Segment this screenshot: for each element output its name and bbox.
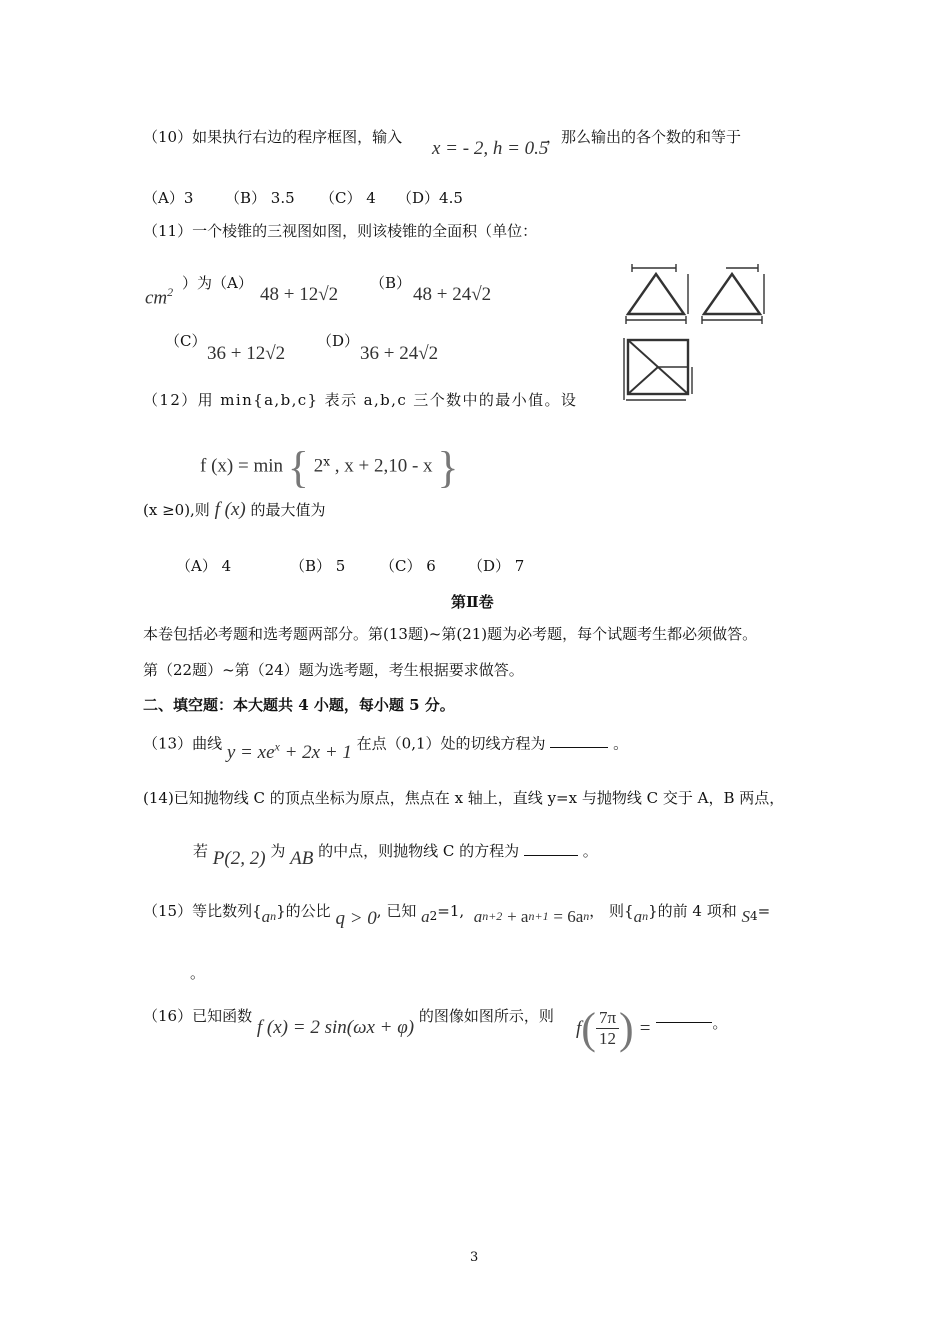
q10-stem-text: （10）如果执行右边的程序框图，输入	[143, 128, 403, 146]
three-view-figure	[618, 258, 778, 408]
q12-formula	[200, 442, 458, 493]
q16-eq: =	[639, 1017, 651, 1039]
q13-tail: 在点（0,1）处的切线方程为	[356, 734, 546, 753]
q16-stem: （16）已知函数	[143, 1007, 253, 1025]
q15-line	[143, 900, 771, 929]
q16-line	[143, 1005, 554, 1038]
q16-denominator: 12	[598, 1029, 616, 1048]
page-number: 3	[470, 1250, 479, 1265]
part2-intro-1: 本卷包括必考题和选考题两部分。第(13题)~第(21)题为必考题，每个试题考生都必须做答。	[143, 625, 758, 643]
part2-intro-2: 第（22题）~第（24）题为选考题，考生根据要求做答。	[143, 661, 524, 679]
q15-s4-eq: =	[757, 902, 771, 920]
q14-answer-blank[interactable]	[524, 855, 578, 856]
q12-brace-left-icon: {	[287, 443, 309, 492]
q10-option-a: （A）3	[143, 189, 194, 207]
q14-tail: 的中点，则抛物线 C 的方程为	[318, 842, 520, 860]
q10-option-b: （B） 3.5	[225, 189, 295, 207]
q15-a2: a	[421, 907, 430, 926]
q12-condition	[143, 499, 326, 521]
top-view	[624, 338, 692, 400]
q12-formula-sup: x	[323, 454, 330, 469]
q11-stem: （11）一个棱锥的三视图如图，则该棱锥的全面积（单位：	[143, 222, 538, 240]
q13-line	[143, 730, 629, 764]
q15-sub-2: 2	[429, 909, 438, 923]
q16-tail: 的图像如图所示，则	[418, 1007, 554, 1025]
q10-stem	[143, 126, 402, 147]
q15-then-a: a	[633, 907, 643, 926]
q16-end: 。	[712, 1014, 728, 1032]
q11-unit-sup: 2	[167, 285, 174, 299]
q11-label-b: （B）	[370, 274, 412, 292]
q15-sum-text: }的前 4 项和	[648, 902, 737, 920]
q14-point: P(2, 2)	[212, 848, 266, 869]
q12-cond: (x ≥0),则	[143, 501, 210, 519]
q11-label-d: （D）	[317, 332, 360, 350]
q16-paren-right-icon: )	[619, 1004, 634, 1053]
q14-end: 。	[582, 842, 598, 860]
q16-fraction	[596, 1008, 619, 1049]
q15-sub-n: n	[270, 909, 277, 923]
q16-answer-blank[interactable]	[656, 1022, 712, 1023]
q12-tail: 的最大值为	[250, 501, 326, 519]
q11-unit	[145, 285, 173, 309]
q15-rec-sub1: n+2	[482, 909, 503, 923]
q15-ratio: }的公比	[276, 902, 331, 920]
q10-option-c: （C） 4	[320, 189, 376, 207]
q12-option-a: （A） 4	[176, 557, 232, 575]
q13-formula	[227, 742, 357, 763]
q15-s4: S	[741, 907, 750, 926]
q12-formula-rest: , x + 2,10 - x	[334, 455, 433, 477]
q15-rec-sub2: n+1	[528, 909, 549, 923]
side-view	[702, 264, 764, 324]
q11-tail: ）为（A）	[182, 274, 253, 292]
q13-stem: （13）曲线	[143, 734, 223, 753]
q11-option-a: 48 + 12√2	[260, 284, 339, 305]
q15-known: , 已知	[376, 902, 417, 920]
q14-if: 若	[193, 842, 209, 860]
q15-s4-sub: 4	[749, 909, 758, 923]
q16-expression	[576, 1003, 727, 1054]
q12-option-b: （B） 5	[290, 557, 346, 575]
q10-formula: x = - 2, h = 0.5	[432, 138, 549, 159]
q15-stem: （15）等比数列{	[143, 902, 262, 920]
q11-option-b: 48 + 24√2	[413, 284, 492, 305]
q15-end: 。	[190, 964, 206, 982]
q12-brace-right-icon: }	[437, 443, 459, 492]
q16-numerator: 7π	[596, 1008, 619, 1029]
q13-formula-main: y = xe	[226, 742, 275, 764]
q16-f: f	[576, 1017, 582, 1039]
q15-rec-a: a	[473, 907, 483, 926]
q13-answer-blank[interactable]	[550, 747, 608, 748]
front-view	[626, 264, 688, 324]
q15-rec-plus: + a	[507, 907, 529, 926]
q14-ab: AB	[290, 848, 314, 869]
part2-title: 第Ⅱ卷	[451, 593, 494, 611]
section-heading: 二、填空题：本大题共 4 小题，每小题 5 分。	[143, 696, 455, 714]
q11-option-d: 36 + 24√2	[360, 343, 439, 364]
q15-q: q > 0	[335, 908, 377, 929]
q13-end: 。	[613, 734, 629, 753]
q11-unit-text: cm	[145, 287, 168, 309]
q10-tail: ，那么输出的各个数的和等于	[546, 128, 742, 146]
q15-rec-sub3: n	[583, 909, 590, 923]
q15-rec-eq: = 6a	[553, 907, 584, 926]
q11-option-c: 36 + 12√2	[207, 343, 286, 364]
q14-is: 为	[270, 842, 286, 860]
q16-formula: f (x) = 2 sin(ωx + φ)	[256, 1017, 415, 1038]
q12-formula-lhs: f (x) = min	[200, 455, 284, 477]
q13-formula-rest: + 2x + 1	[284, 742, 352, 764]
q13-sup: x	[274, 740, 280, 754]
q15-eq1: =1,	[437, 902, 465, 920]
q12-stem: （12）用 min{a,b,c} 表示 a,b,c 三个数中的最小值。设	[143, 391, 578, 409]
q11-label-c: （C）	[165, 332, 207, 350]
q10-option-d: （D）4.5	[397, 189, 463, 207]
q16-paren-left-icon: (	[581, 1004, 596, 1053]
q12-formula-body: 2	[313, 455, 324, 477]
q15-then-sub: n	[642, 909, 649, 923]
q12-fx: f (x)	[214, 499, 246, 520]
q14-line1: (14)已知抛物线 C 的顶点坐标为原点，焦点在 x 轴上，直线 y=x 与抛物线 C 交于 A，B 两点，	[143, 789, 785, 807]
q12-option-c: （C） 6	[380, 557, 436, 575]
q15-an: a	[261, 907, 271, 926]
q14-line2	[193, 840, 598, 869]
q12-option-d: （D） 7	[468, 557, 525, 575]
q15-then: ， 则{	[589, 902, 634, 920]
